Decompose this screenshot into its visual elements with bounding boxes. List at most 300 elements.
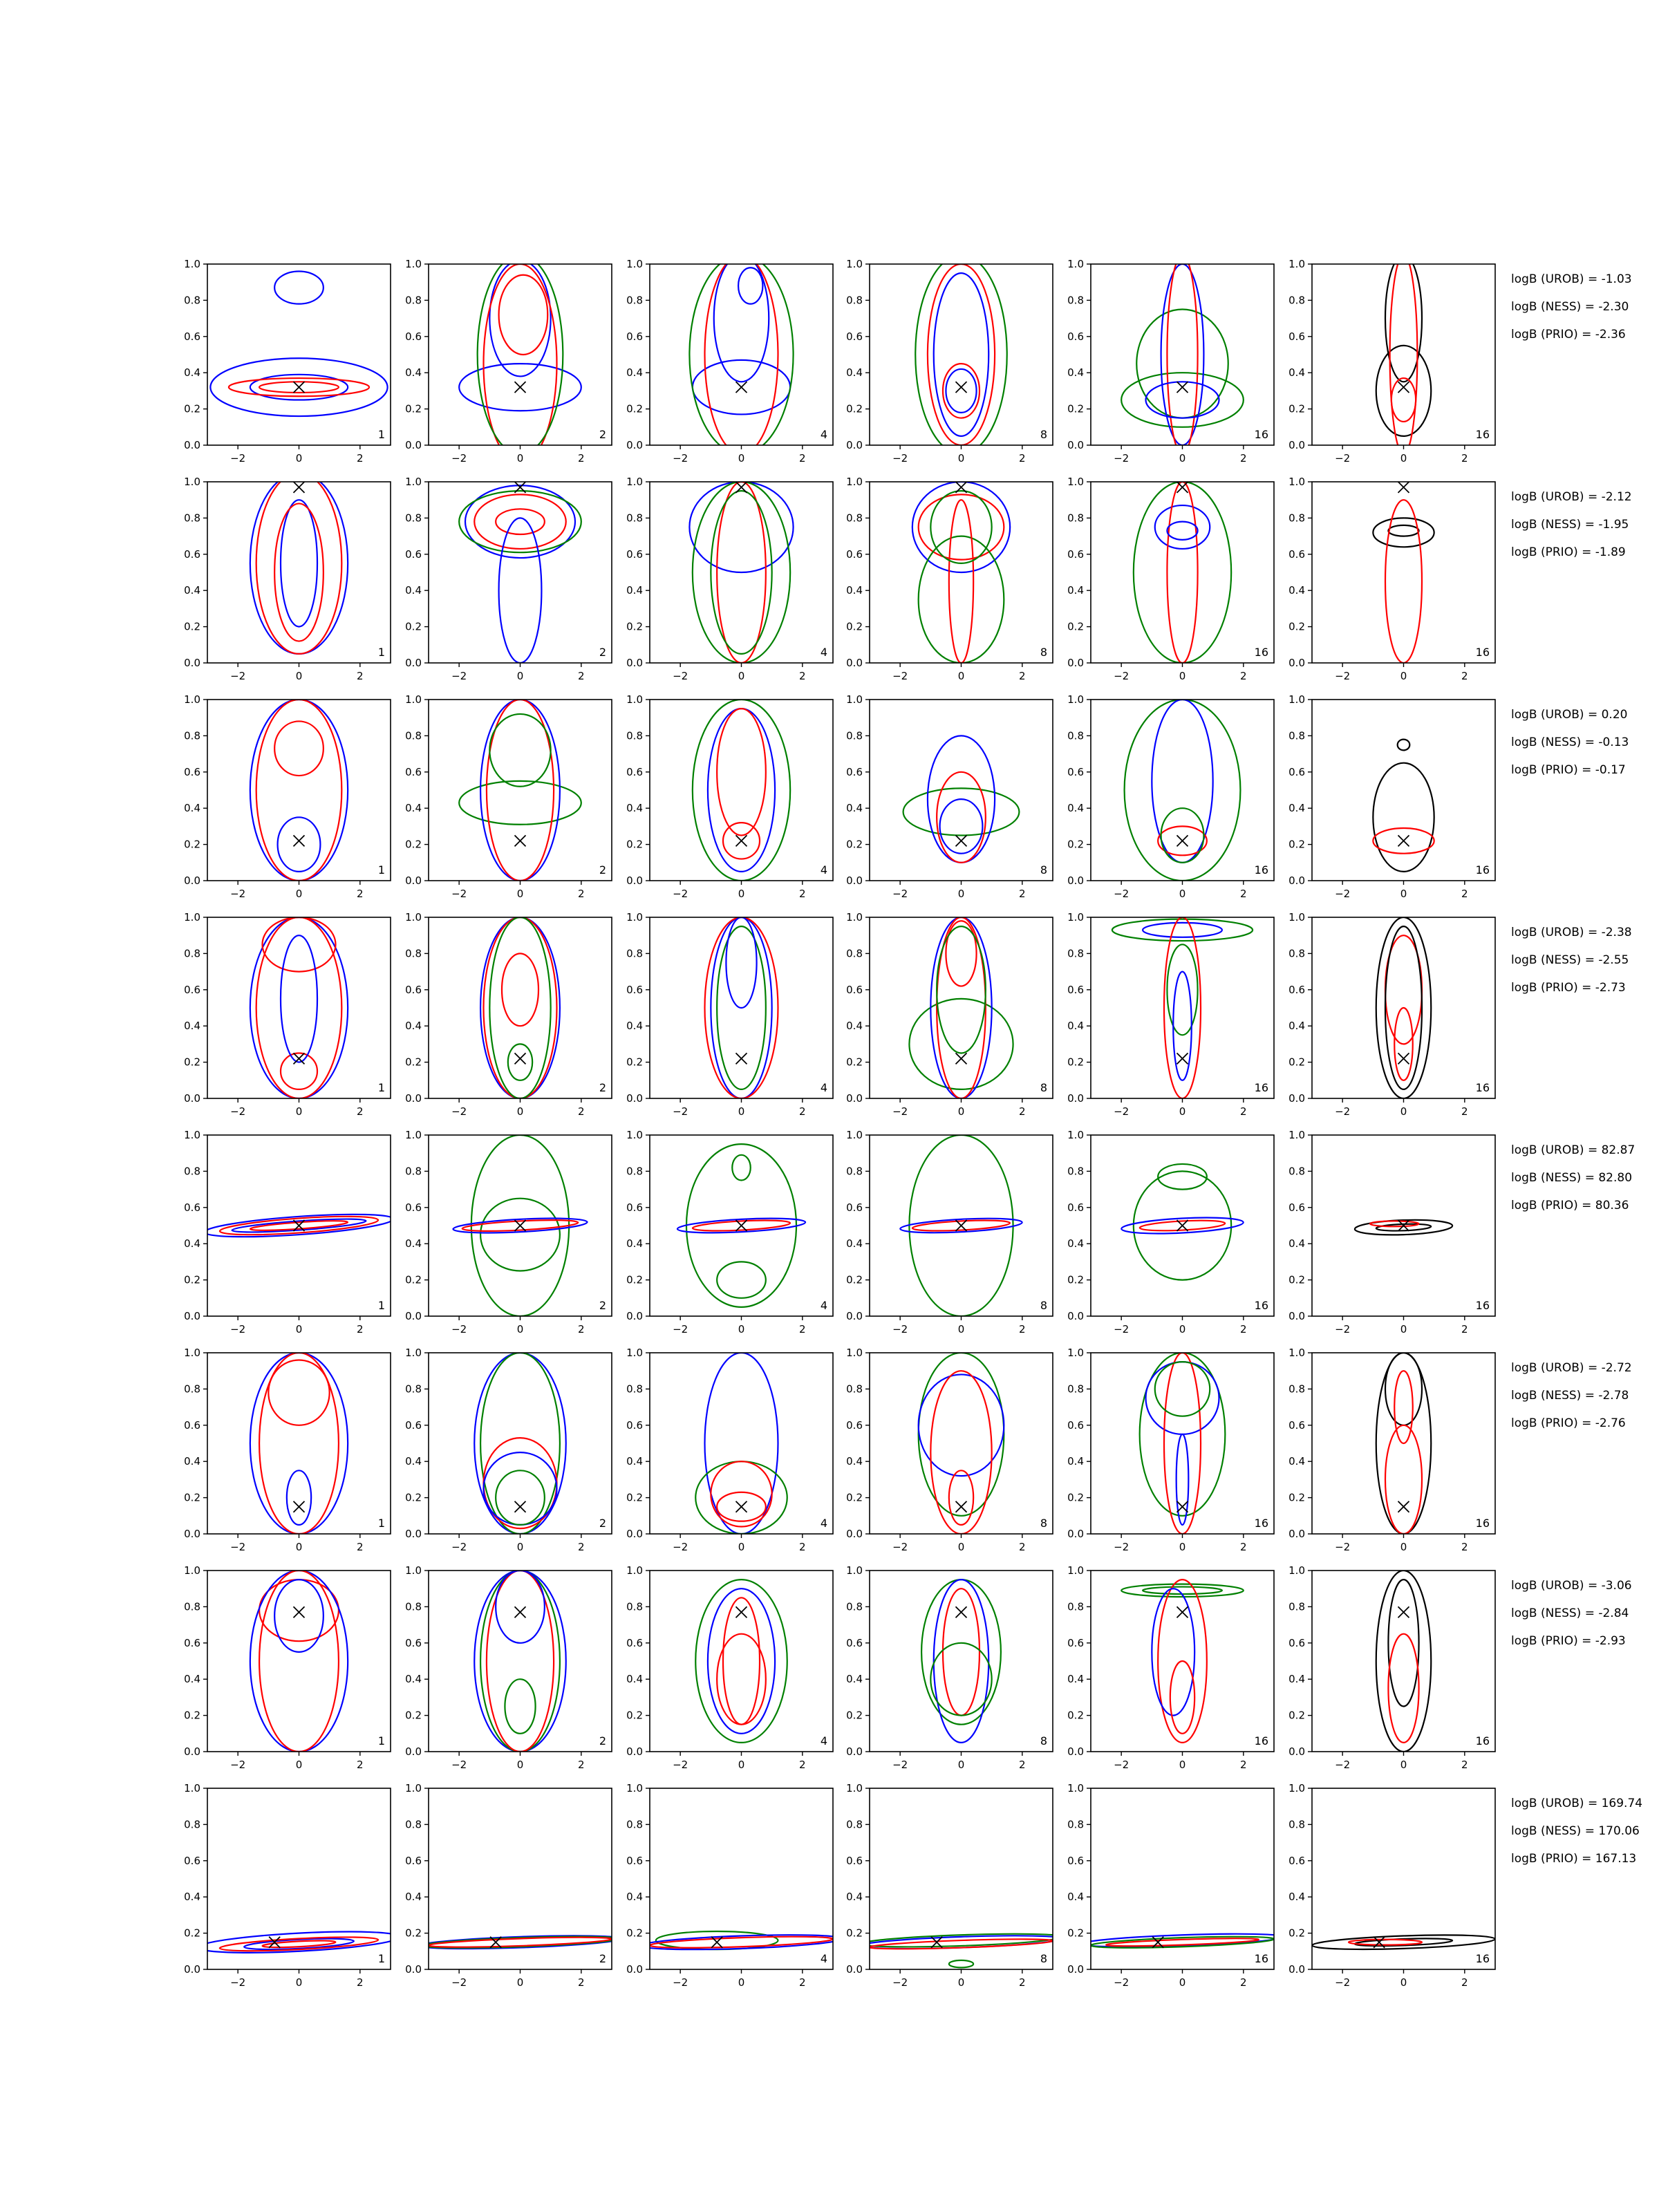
x-tick-label: −2 (892, 1105, 908, 1118)
x-tick-label: 0 (295, 1323, 303, 1335)
y-tick-label: 1.0 (626, 1782, 643, 1794)
panel-corner-label: 1 (377, 428, 385, 441)
x-tick-label: 0 (516, 1976, 524, 1989)
logb-label: logB (PRIO) = -1.89 (1511, 545, 1626, 559)
y-tick-label: 0.8 (405, 1818, 422, 1831)
y-tick-label: 0.4 (626, 1237, 643, 1250)
x-tick-label: −2 (892, 888, 908, 900)
x-tick-label: 0 (1400, 888, 1407, 900)
y-tick-label: 0.0 (846, 1963, 863, 1976)
y-tick-label: 0.4 (184, 584, 200, 597)
y-tick-label: 0.2 (846, 1927, 863, 1940)
x-tick-label: 2 (799, 1759, 806, 1771)
y-tick-label: 0.0 (1288, 439, 1305, 451)
x-tick-label: 2 (799, 452, 806, 465)
x-tick-label: 0 (957, 670, 965, 682)
y-tick-label: 0.8 (405, 294, 422, 307)
y-tick-label: 0.2 (626, 838, 643, 851)
y-tick-label: 0.6 (1067, 1201, 1084, 1214)
y-tick-label: 0.4 (184, 1237, 200, 1250)
x-tick-label: 2 (1461, 1541, 1468, 1553)
y-tick-label: 0.6 (1067, 983, 1084, 996)
y-tick-label: 0.0 (1067, 874, 1084, 887)
x-tick-label: 2 (1019, 1105, 1026, 1118)
x-tick-label: 2 (1240, 452, 1247, 465)
y-tick-label: 0.8 (184, 294, 200, 307)
y-tick-label: 0.8 (626, 294, 643, 307)
y-tick-label: 0.8 (626, 947, 643, 960)
y-tick-label: 0.2 (1288, 838, 1305, 851)
y-tick-label: 0.2 (184, 1491, 200, 1504)
y-tick-label: 0.0 (405, 874, 422, 887)
x-tick-label: 0 (1179, 670, 1186, 682)
y-tick-label: 0.2 (1067, 402, 1084, 415)
y-tick-label: 0.8 (184, 1600, 200, 1613)
x-tick-label: 2 (799, 1105, 806, 1118)
y-tick-label: 0.2 (846, 1709, 863, 1722)
x-tick-label: −2 (892, 1976, 908, 1989)
y-tick-label: 0.6 (626, 983, 643, 996)
x-tick-label: −2 (1335, 1323, 1351, 1335)
x-tick-label: 0 (738, 1105, 745, 1118)
y-tick-label: 0.8 (1067, 729, 1084, 742)
x-tick-label: 0 (738, 452, 745, 465)
x-tick-label: −2 (1335, 1976, 1351, 1989)
y-tick-label: 0.2 (626, 1927, 643, 1940)
x-tick-label: 0 (1179, 888, 1186, 900)
x-tick-label: 2 (578, 1105, 585, 1118)
x-tick-label: 2 (1019, 1323, 1026, 1335)
y-tick-label: 0.0 (184, 1310, 200, 1322)
panel-corner-label: 8 (1040, 1517, 1047, 1530)
y-tick-label: 0.8 (846, 1382, 863, 1396)
x-tick-label: −2 (451, 1976, 467, 1989)
y-tick-label: 1.0 (1067, 693, 1084, 706)
x-tick-label: 2 (578, 888, 585, 900)
x-tick-label: 2 (578, 452, 585, 465)
y-tick-label: 1.0 (1067, 1129, 1084, 1141)
y-tick-label: 0.8 (1288, 947, 1305, 960)
y-tick-label: 0.8 (1067, 294, 1084, 307)
y-tick-label: 0.6 (1067, 1636, 1084, 1649)
y-tick-label: 0.6 (1067, 1418, 1084, 1432)
y-tick-label: 0.6 (626, 1201, 643, 1214)
y-tick-label: 0.0 (405, 657, 422, 669)
y-tick-label: 0.0 (405, 1528, 422, 1540)
x-tick-label: 0 (516, 888, 524, 900)
y-tick-label: 0.2 (1067, 1056, 1084, 1069)
x-tick-label: −2 (1335, 1541, 1351, 1553)
y-tick-label: 1.0 (405, 911, 422, 924)
x-tick-label: 2 (799, 1323, 806, 1335)
y-tick-label: 0.8 (184, 947, 200, 960)
y-tick-label: 0.6 (846, 1636, 863, 1649)
logb-label: logB (NESS) = -2.30 (1511, 300, 1629, 314)
x-tick-label: −2 (1114, 1105, 1130, 1118)
y-tick-label: 0.6 (1067, 765, 1084, 778)
panel-corner-label: 8 (1040, 1952, 1047, 1965)
y-tick-label: 0.2 (1288, 1709, 1305, 1722)
y-tick-label: 1.0 (1067, 258, 1084, 270)
x-tick-label: 2 (1240, 1105, 1247, 1118)
y-tick-label: 0.6 (626, 1418, 643, 1432)
x-tick-label: −2 (673, 1976, 688, 1989)
x-tick-label: 0 (516, 670, 524, 682)
y-tick-label: 0.4 (846, 802, 863, 815)
y-tick-label: 0.4 (626, 802, 643, 815)
y-tick-label: 0.0 (1288, 1963, 1305, 1976)
y-tick-label: 0.4 (1067, 366, 1084, 379)
y-tick-label: 0.0 (405, 1092, 422, 1105)
panel-corner-label: 4 (820, 863, 827, 877)
y-tick-label: 0.8 (1288, 512, 1305, 525)
y-tick-label: 0.0 (626, 874, 643, 887)
y-tick-label: 1.0 (1288, 1347, 1305, 1359)
y-tick-label: 0.4 (184, 366, 200, 379)
y-tick-label: 0.8 (1067, 947, 1084, 960)
x-tick-label: −2 (892, 1759, 908, 1771)
y-tick-label: 0.6 (184, 1854, 200, 1867)
y-tick-label: 0.0 (405, 1745, 422, 1758)
y-tick-label: 0.4 (1067, 1237, 1084, 1250)
y-tick-label: 0.8 (405, 947, 422, 960)
y-tick-label: 0.6 (846, 983, 863, 996)
y-tick-label: 0.2 (405, 620, 422, 633)
x-tick-label: 0 (1179, 1105, 1186, 1118)
y-tick-label: 0.0 (846, 1528, 863, 1540)
y-tick-label: 1.0 (184, 1782, 200, 1794)
y-tick-label: 0.2 (846, 1491, 863, 1504)
x-tick-label: −2 (451, 888, 467, 900)
y-tick-label: 0.0 (1067, 439, 1084, 451)
y-tick-label: 0.8 (184, 1818, 200, 1831)
y-tick-label: 0.0 (184, 1528, 200, 1540)
x-tick-label: 2 (578, 1759, 585, 1771)
y-tick-label: 0.2 (1067, 1273, 1084, 1286)
y-tick-label: 0.4 (1067, 1020, 1084, 1033)
x-tick-label: 0 (1179, 1759, 1186, 1771)
x-tick-label: 0 (957, 452, 965, 465)
y-tick-label: 0.4 (1288, 1891, 1305, 1904)
x-tick-label: −2 (451, 1541, 467, 1553)
x-tick-label: 2 (578, 1976, 585, 1989)
x-tick-label: 0 (1400, 452, 1407, 465)
y-tick-label: 0.4 (846, 1673, 863, 1686)
x-tick-label: 0 (957, 1105, 965, 1118)
y-tick-label: 0.4 (1288, 1020, 1305, 1033)
y-tick-label: 0.2 (1067, 1491, 1084, 1504)
logb-label: logB (NESS) = -2.84 (1511, 1606, 1629, 1620)
x-tick-label: −2 (892, 452, 908, 465)
x-tick-label: 2 (578, 1541, 585, 1553)
y-tick-label: 1.0 (1067, 911, 1084, 924)
logb-label: logB (UROB) = -1.03 (1511, 272, 1632, 286)
x-tick-label: 0 (295, 1759, 303, 1771)
x-tick-label: 0 (1179, 452, 1186, 465)
y-tick-label: 0.0 (1288, 1528, 1305, 1540)
logb-label: logB (UROB) = 82.87 (1511, 1143, 1635, 1157)
x-tick-label: 0 (738, 1323, 745, 1335)
y-tick-label: 0.0 (626, 657, 643, 669)
panel-corner-label: 16 (1475, 1517, 1490, 1530)
y-tick-label: 0.6 (846, 1854, 863, 1867)
y-tick-label: 1.0 (1288, 258, 1305, 270)
x-tick-label: −2 (1335, 670, 1351, 682)
x-tick-label: −2 (230, 1323, 246, 1335)
logb-label: logB (PRIO) = -2.76 (1511, 1416, 1626, 1430)
x-tick-label: 0 (516, 1105, 524, 1118)
panel-corner-label: 4 (820, 646, 827, 659)
y-tick-label: 0.0 (626, 1092, 643, 1105)
x-tick-label: 0 (1400, 1105, 1407, 1118)
x-tick-label: 2 (799, 1976, 806, 1989)
y-tick-label: 0.2 (626, 1273, 643, 1286)
panel-corner-label: 2 (599, 1734, 606, 1747)
y-tick-label: 0.4 (626, 1455, 643, 1468)
x-tick-label: 2 (357, 452, 364, 465)
y-tick-label: 0.8 (1288, 1165, 1305, 1178)
panel-corner-label: 16 (1475, 1734, 1490, 1747)
y-tick-label: 0.2 (626, 1056, 643, 1069)
y-tick-label: 1.0 (405, 1129, 422, 1141)
y-tick-label: 0.6 (1288, 547, 1305, 561)
y-tick-label: 0.8 (1067, 1600, 1084, 1613)
x-tick-label: 0 (957, 1541, 965, 1553)
y-tick-label: 0.6 (1288, 983, 1305, 996)
panel-corner-label: 16 (1475, 646, 1490, 659)
y-tick-label: 0.6 (405, 983, 422, 996)
panel-corner-label: 16 (1254, 863, 1268, 877)
y-tick-label: 0.4 (405, 1020, 422, 1033)
x-tick-label: 0 (738, 1976, 745, 1989)
y-tick-label: 1.0 (626, 258, 643, 270)
panel-corner-label: 4 (820, 1734, 827, 1747)
x-tick-label: 0 (516, 1541, 524, 1553)
y-tick-label: 0.6 (1067, 330, 1084, 343)
x-tick-label: 2 (1461, 1323, 1468, 1335)
y-tick-label: 0.2 (405, 1273, 422, 1286)
y-tick-label: 0.6 (184, 1201, 200, 1214)
x-tick-label: 2 (1461, 670, 1468, 682)
y-tick-label: 1.0 (1288, 693, 1305, 706)
panel-corner-label: 4 (820, 1952, 827, 1965)
y-tick-label: 1.0 (626, 1347, 643, 1359)
y-tick-label: 0.4 (626, 584, 643, 597)
y-tick-label: 0.2 (1067, 1709, 1084, 1722)
x-tick-label: −2 (1335, 452, 1351, 465)
y-tick-label: 0.0 (846, 1092, 863, 1105)
y-tick-label: 0.0 (1288, 1745, 1305, 1758)
y-tick-label: 0.2 (1067, 620, 1084, 633)
y-tick-label: 0.4 (626, 1020, 643, 1033)
y-tick-label: 0.2 (846, 838, 863, 851)
x-tick-label: 0 (516, 1759, 524, 1771)
y-tick-label: 0.6 (1067, 1854, 1084, 1867)
y-tick-label: 0.2 (626, 402, 643, 415)
y-tick-label: 0.4 (1067, 1891, 1084, 1904)
x-tick-label: 2 (1461, 1759, 1468, 1771)
x-tick-label: 0 (1400, 1323, 1407, 1335)
panel-corner-label: 1 (377, 1952, 385, 1965)
y-tick-label: 0.0 (1067, 1310, 1084, 1322)
y-tick-label: 0.0 (626, 1745, 643, 1758)
y-tick-label: 1.0 (1067, 1782, 1084, 1794)
panel-corner-label: 2 (599, 1517, 606, 1530)
x-tick-label: −2 (892, 1323, 908, 1335)
x-tick-label: 0 (1400, 670, 1407, 682)
y-tick-label: 0.8 (184, 1165, 200, 1178)
y-tick-label: 0.8 (626, 1382, 643, 1396)
y-tick-label: 0.6 (1288, 1418, 1305, 1432)
x-tick-label: −2 (673, 1105, 688, 1118)
x-tick-label: −2 (1114, 1759, 1130, 1771)
y-tick-label: 0.6 (846, 1201, 863, 1214)
y-tick-label: 0.0 (846, 439, 863, 451)
y-tick-label: 0.2 (1288, 1056, 1305, 1069)
y-tick-label: 1.0 (184, 693, 200, 706)
x-tick-label: −2 (892, 1541, 908, 1553)
y-tick-label: 0.0 (1067, 1092, 1084, 1105)
panel-corner-label: 16 (1254, 1081, 1268, 1094)
x-tick-label: −2 (892, 670, 908, 682)
y-tick-label: 0.6 (184, 765, 200, 778)
y-tick-label: 1.0 (626, 911, 643, 924)
y-tick-label: 1.0 (405, 258, 422, 270)
panel-corner-label: 16 (1254, 1952, 1268, 1965)
x-tick-label: 2 (1019, 888, 1026, 900)
x-tick-label: −2 (1335, 1105, 1351, 1118)
panel-corner-label: 16 (1475, 1081, 1490, 1094)
y-tick-label: 0.4 (846, 1891, 863, 1904)
y-tick-label: 0.8 (1288, 729, 1305, 742)
panel-corner-label: 2 (599, 1299, 606, 1312)
y-tick-label: 0.2 (1288, 1927, 1305, 1940)
y-tick-label: 0.4 (184, 1455, 200, 1468)
y-tick-label: 1.0 (626, 1564, 643, 1577)
y-tick-label: 0.6 (626, 330, 643, 343)
y-tick-label: 0.8 (184, 729, 200, 742)
y-tick-label: 1.0 (405, 476, 422, 488)
x-tick-label: −2 (673, 452, 688, 465)
y-tick-label: 0.4 (1288, 366, 1305, 379)
y-tick-label: 0.6 (1288, 330, 1305, 343)
y-tick-label: 0.6 (626, 547, 643, 561)
y-tick-label: 0.0 (846, 1310, 863, 1322)
y-tick-label: 0.8 (626, 1600, 643, 1613)
x-tick-label: −2 (673, 670, 688, 682)
y-tick-label: 0.4 (626, 366, 643, 379)
x-tick-label: −2 (1114, 1541, 1130, 1553)
y-tick-label: 1.0 (846, 1564, 863, 1577)
y-tick-label: 1.0 (846, 911, 863, 924)
y-tick-label: 1.0 (846, 476, 863, 488)
x-tick-label: 2 (799, 1541, 806, 1553)
x-tick-label: 2 (357, 1976, 364, 1989)
x-tick-label: 0 (295, 452, 303, 465)
y-tick-label: 1.0 (184, 1129, 200, 1141)
y-tick-label: 0.8 (626, 512, 643, 525)
x-tick-label: 0 (957, 1323, 965, 1335)
y-tick-label: 0.0 (1288, 1092, 1305, 1105)
y-tick-label: 0.6 (405, 1854, 422, 1867)
x-tick-label: 2 (1461, 1976, 1468, 1989)
x-tick-label: −2 (1114, 452, 1130, 465)
y-tick-label: 0.8 (405, 729, 422, 742)
y-tick-label: 0.0 (626, 1310, 643, 1322)
y-tick-label: 0.8 (1067, 1382, 1084, 1396)
y-tick-label: 0.4 (405, 802, 422, 815)
y-tick-label: 0.8 (405, 512, 422, 525)
panel-corner-label: 1 (377, 1081, 385, 1094)
y-tick-label: 0.8 (846, 729, 863, 742)
y-tick-label: 0.8 (846, 512, 863, 525)
panel-corner-label: 4 (820, 428, 827, 441)
y-tick-label: 0.8 (1067, 512, 1084, 525)
y-tick-label: 1.0 (626, 1129, 643, 1141)
panel-corner-label: 2 (599, 1081, 606, 1094)
x-tick-label: −2 (230, 1976, 246, 1989)
x-tick-label: 2 (578, 1323, 585, 1335)
logb-label: logB (NESS) = -2.78 (1511, 1389, 1629, 1403)
y-tick-label: 0.2 (184, 620, 200, 633)
logb-label: logB (NESS) = -1.95 (1511, 518, 1629, 532)
y-tick-label: 0.2 (1288, 402, 1305, 415)
y-tick-label: 0.2 (846, 402, 863, 415)
y-tick-label: 1.0 (1067, 476, 1084, 488)
y-tick-label: 0.0 (1067, 1745, 1084, 1758)
x-tick-label: 0 (295, 1105, 303, 1118)
y-tick-label: 1.0 (405, 1347, 422, 1359)
y-tick-label: 0.0 (626, 1528, 643, 1540)
y-tick-label: 0.4 (184, 1891, 200, 1904)
y-tick-label: 0.6 (405, 547, 422, 561)
y-tick-label: 0.6 (1288, 1201, 1305, 1214)
panel-corner-label: 8 (1040, 1299, 1047, 1312)
y-tick-label: 0.6 (626, 1636, 643, 1649)
y-tick-label: 0.0 (184, 1963, 200, 1976)
y-tick-label: 0.2 (184, 1273, 200, 1286)
y-tick-label: 1.0 (846, 1347, 863, 1359)
y-tick-label: 1.0 (184, 1347, 200, 1359)
y-tick-label: 1.0 (626, 476, 643, 488)
x-tick-label: 0 (1400, 1541, 1407, 1553)
y-tick-label: 0.4 (846, 1455, 863, 1468)
x-tick-label: 2 (357, 1105, 364, 1118)
y-tick-label: 0.4 (846, 1237, 863, 1250)
logb-label: logB (UROB) = -2.12 (1511, 490, 1632, 504)
x-tick-label: 2 (1461, 888, 1468, 900)
y-tick-label: 1.0 (184, 476, 200, 488)
y-tick-label: 0.2 (1288, 620, 1305, 633)
y-tick-label: 0.0 (846, 874, 863, 887)
y-tick-label: 0.0 (846, 657, 863, 669)
panel-corner-label: 1 (377, 1517, 385, 1530)
logb-label: logB (NESS) = -0.13 (1511, 735, 1629, 749)
y-tick-label: 0.0 (626, 439, 643, 451)
y-tick-label: 0.6 (626, 1854, 643, 1867)
x-tick-label: 0 (516, 1323, 524, 1335)
y-tick-label: 0.4 (405, 584, 422, 597)
panel-corner-label: 16 (1475, 428, 1490, 441)
y-tick-label: 0.6 (1067, 547, 1084, 561)
y-tick-label: 0.2 (405, 1927, 422, 1940)
y-tick-label: 1.0 (626, 693, 643, 706)
x-tick-label: 2 (1240, 1759, 1247, 1771)
panel-corner-label: 2 (599, 646, 606, 659)
y-tick-label: 0.6 (405, 330, 422, 343)
panel-corner-label: 16 (1254, 1517, 1268, 1530)
y-tick-label: 0.4 (1288, 1673, 1305, 1686)
